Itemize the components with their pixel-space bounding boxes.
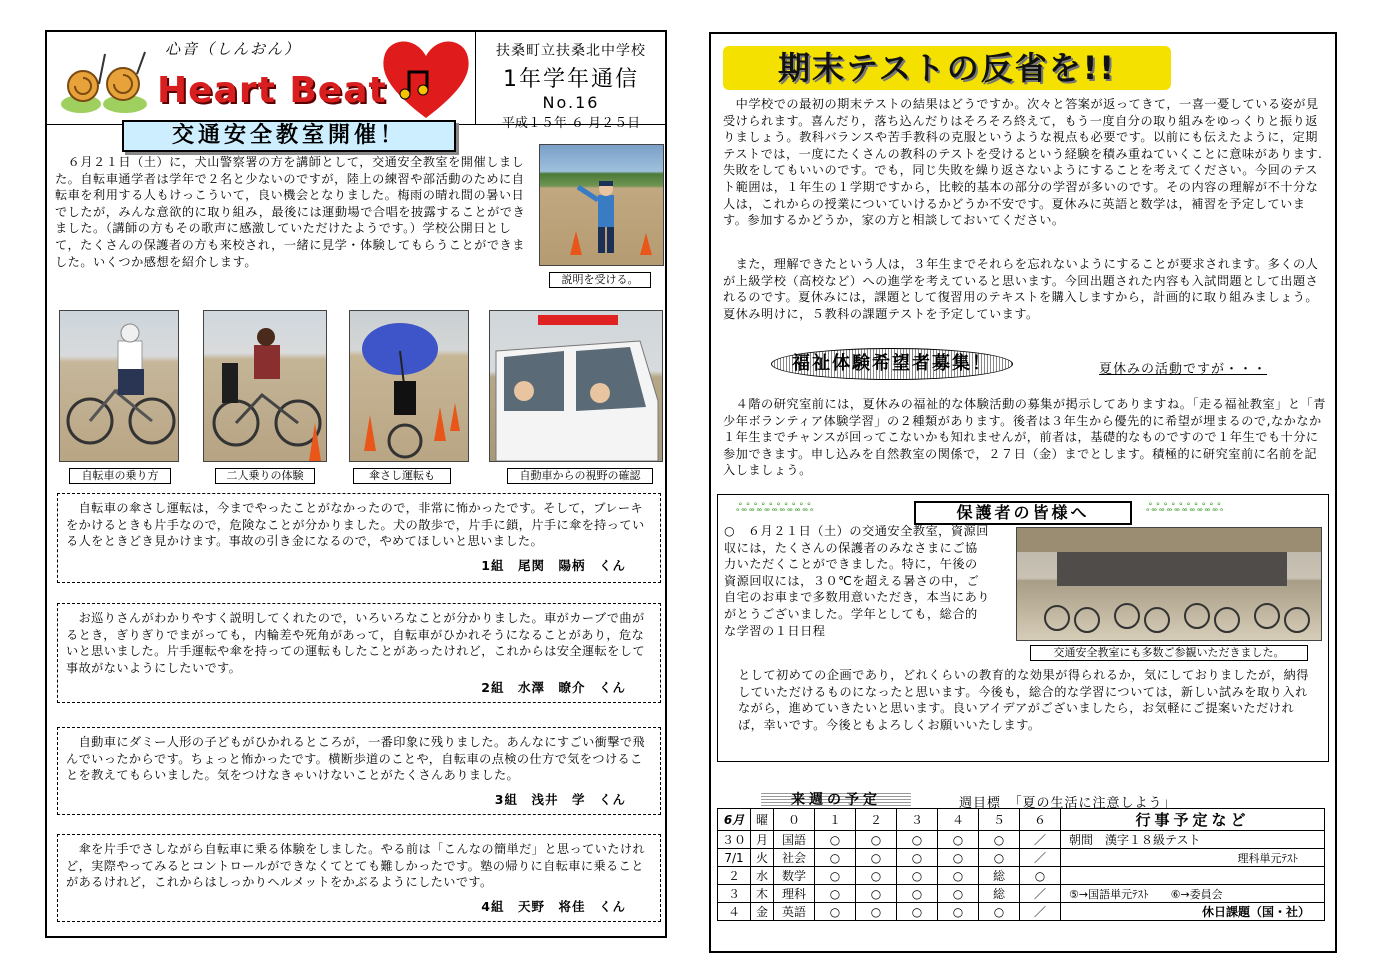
parents-text-narrow: ○ ６月２１日（土）の交通安全教室，資源回収には，たくさんの保護者のみなさまにご協力いただくことができました。特に，午後の資源回収には，３０℃を超える暑さの中，ご自宅のお車まで多数用意いただき，本当にありがとうございました。学年としても，総合的な学習の１日日程 (724, 524, 990, 638)
comment-box-1 (57, 493, 661, 583)
row-cell: ○ (856, 885, 897, 903)
row-cell: 理科 (774, 885, 815, 903)
exam-paragraph-2: また，理解できたという人は，３年生までそれらを忘れないようにすることが要求されます。多くの人が上級学校（高校など）への進学を考えていると思います。今回出題された内容も入試問題として出題されるのです。夏休みには，課題として復習用のテキストを購入しますから，計画的に取り組みましょう。夏休み明けに，５教科の課題テストを予定しています。 (723, 257, 1319, 321)
parents-box (717, 494, 1329, 762)
period-6: ６ (1020, 809, 1061, 831)
row-cell: ○ (897, 849, 938, 867)
heart-icon (379, 34, 473, 122)
left-page (45, 30, 667, 938)
headline-exam-reflection: 期末テストの反省を!! (723, 46, 1171, 90)
caption-top-photo: 説明を受ける。 (549, 272, 651, 288)
headline-traffic-safety: 交通安全教室開催！ (122, 120, 456, 152)
row-date: 7/1 (718, 849, 751, 867)
snail-icon (59, 44, 151, 116)
row-dow: 月 (751, 831, 774, 849)
row-cell: ○ (815, 849, 856, 867)
row-event: ⑤→国語単元ﾃｽﾄ ⑥→委員会 (1061, 885, 1325, 903)
row-event: 理科単元ﾃｽﾄ (1061, 849, 1325, 867)
row-cell: ○ (856, 849, 897, 867)
row-cell: ○ (938, 903, 979, 921)
row-event (1061, 867, 1325, 885)
row-date: ２ (718, 867, 751, 885)
period-4: ４ (938, 809, 979, 831)
row-event: 休日課題（国・社） (1061, 903, 1325, 921)
table-row (718, 867, 1325, 885)
schedule-header-row (718, 809, 1325, 831)
month-cell: 6月 (718, 809, 751, 831)
row-cell: ○ (856, 867, 897, 885)
caption-parents-photo: 交通安全教室にも多数ご参観いただきました。 (1030, 645, 1308, 661)
events-header: 行事予定など (1061, 809, 1325, 831)
weekly-goal: 週目標 「夏の生活に注意しよう」 (959, 796, 1177, 811)
period-3: ３ (897, 809, 938, 831)
parents-title: 保護者の皆様へ (914, 501, 1132, 525)
period-0: ０ (774, 809, 815, 831)
comment-box-4 (57, 834, 661, 922)
row-cell: ／ (1020, 849, 1061, 867)
parents-text-wide: として初めての企画であり，どれくらいの教育的な効果が得られるか，気にしておりましたが，納得していただけるものになったと思います。今後も，総合的な学習については，新しい試みを取り入れながら，進めていきたいと思います。良いアイデアがございましたら，お気軽にご提案いただければ，幸いです。今後ともよろしくお願いいたします。 (738, 668, 1309, 732)
summer-activity-link[interactable]: 夏休みの活動ですが・・・ (1099, 362, 1268, 377)
row-cell: ○ (938, 867, 979, 885)
row-cell: ○ (897, 885, 938, 903)
row-cell: ○ (979, 831, 1020, 849)
row-date: ３ (718, 885, 751, 903)
caption-bicycle-riding: 自転車の乗り方 (69, 468, 171, 484)
row-cell: 社会 (774, 849, 815, 867)
decor-left: ஃஃஃஃஃஃஃஃஃஃ (736, 501, 813, 514)
row-date: ４ (718, 903, 751, 921)
comment-box-3 (57, 727, 661, 815)
row-cell: ○ (979, 903, 1020, 921)
row-cell: ○ (1020, 867, 1061, 885)
row-cell: ○ (938, 885, 979, 903)
decor-right: ஃஃஃஃஃஃஃஃஃஃ (1146, 501, 1223, 514)
row-cell: ○ (815, 903, 856, 921)
comment-box-2 (57, 603, 661, 703)
period-2: ２ (856, 809, 897, 831)
school-name: 扶桑町立扶桑北中学校 (496, 43, 646, 59)
issue-date: 平成１５年 ６ 月２５日 (501, 116, 641, 131)
welfare-banner: 福祉体験希望者募集！ (771, 348, 1013, 380)
welfare-paragraph: ４階の研究室前には，夏休みの福祉的な体験活動の募集が掲示してありますね。「走る福祉教室」と「青少年ボランティア体験学習」の２種類があります。後者は３年生から優先的に希望が埋まるので,なかなか１年生までチャンスが回ってこないかも知れませんが，前者は，基礎的なものですので１年生でも十分に参加できます。申し込みを自然教室の関係で，２７日（金）までとします。積極的に研究室前に名前を記入しましょう。 (723, 397, 1326, 478)
caption-car-view: 自動車からの視野の確認 (507, 468, 653, 484)
masthead-info (475, 32, 666, 131)
row-cell: ○ (979, 849, 1020, 867)
row-dow: 火 (751, 849, 774, 867)
row-cell: ○ (897, 831, 938, 849)
row-cell: 総 (979, 885, 1020, 903)
comment-sign-1: 1組 尾関 陽柄 くん (481, 558, 626, 573)
exam-paragraph-1: 中学校での最初の期末テストの結果はどうですか。次々と答案が返ってきて，一喜一憂している姿が見受けられます。喜んだり，落ち込んだりはそろそろ終えて，もう一度自分の取り組みをゆっくりと振り返りましょう。教科バランスや苦手教科の克服というような視点も必要です。以前にも伝えたように，定期テストでは，一度にたくさんの教科のテストを受けるという経験を積み重ねていくことに意味があります.失敗をしてもいいのです。でも，同じ失敗を繰り返さないようにすることを考えてください。今回のテスト範囲は，１年生の１学期ですから，比較的基本の部分の学習が多いのです。その内容の理解が不十分な人は，これからの授業についていけるかどうか不安です。夏休みに英語と数学は，補習を予定しています。参加するかどうか，家の方と相談しておいてください。 (723, 97, 1323, 228)
row-cell: ○ (897, 867, 938, 885)
table-row (718, 831, 1325, 849)
row-dow: 金 (751, 903, 774, 921)
row-cell: ○ (938, 831, 979, 849)
row-date: ３０ (718, 831, 751, 849)
photo-police-instruction (539, 144, 664, 266)
caption-tandem-riding: 二人乗りの体験 (215, 468, 315, 484)
dow-header: 曜 (751, 809, 774, 831)
row-cell: ○ (815, 831, 856, 849)
row-cell: ／ (1020, 885, 1061, 903)
newsletter-title: 1年学年通信 (503, 67, 639, 92)
comment-text-4: 傘を片手でさしながら自転車に乗る体験をしました。やる前は「こんなの簡単だ」と思っていたけれど，実際やってみるとコントロールができなくてとても難しかったです。塾の帰りに自転車に乗ることがあるけれど，これからはしっかりヘルメットをかぶるようにしたいです。 (66, 842, 646, 890)
row-cell: ○ (815, 885, 856, 903)
intro-text: ６月２１日（土）に，犬山警察署の方を講師として，交通安全教室を開催しました。自転車通学者は学年で２名と少ないのですが，陸上の練習や部活動のために自転車を利用する人もけっこういて，良い機会となりました。梅雨の晴れ間の暑い日でしたが，みんな意欲的に取り組み，最後には運動場で合唱を披露することができました。（講師の方もその歌声に感激していただけたようです。）学校公開日として，たくさんの保護者の方も来校され，一緒に見学・体験してもらうことができました。いくつか感想を紹介します。 (55, 155, 526, 269)
photo-parents-bicycles (1016, 527, 1322, 641)
masthead-logo (55, 36, 475, 122)
row-cell: ○ (856, 903, 897, 921)
row-cell: ○ (897, 903, 938, 921)
issue-number: No.16 (542, 93, 600, 112)
row-cell: ／ (1020, 903, 1061, 921)
row-cell: ○ (856, 831, 897, 849)
heart-beat-logo: Heart Beat (157, 70, 387, 111)
masthead-subtitle: 心音（しんおん） (165, 40, 302, 58)
row-cell: 国語 (774, 831, 815, 849)
photo-tandem-riding (203, 310, 327, 462)
schedule-title: 来週の予定 (761, 792, 911, 808)
table-row (718, 849, 1325, 867)
row-cell: 数学 (774, 867, 815, 885)
row-cell: 総 (979, 867, 1020, 885)
row-dow: 木 (751, 885, 774, 903)
schedule-table (717, 808, 1325, 921)
period-5: ５ (979, 809, 1020, 831)
row-cell: ○ (815, 867, 856, 885)
comment-sign-2: 2組 水澤 暸介 くん (481, 680, 626, 695)
comment-text-1: 自転車の傘さし運転は，今までやったことがなかったので，非常に怖かったです。そして，ブレーキをかけるときも片手なので，危険なことが分かりました。犬の散歩で，片手に鎖，片手に傘を持っている人をときどき見かけます。事故の引き金になるので，やめてほしいと思いました。 (66, 501, 645, 549)
comment-text-2: お巡りさんがわかりやすく説明してくれたので，いろいろなことが分かりました。車がカーブで曲がるとき，ぎりぎりでまがっても，内輪差や死角があって，自転車がひかれそうになることがあり，危ないと思いました。片手運転や傘を持っての運転もしたことがあったけれど，これからは安全運転をして事故がないようにしたいです。 (66, 611, 645, 675)
row-cell: ○ (938, 849, 979, 867)
row-cell: ／ (1020, 831, 1061, 849)
photo-car-view (489, 310, 663, 462)
comment-text-3: 自動車にダミー人形の子どもがひかれるところが，一番印象に残りました。あんなにすごい衝撃で飛んでいったからです。ちょっと怖かったです。横断歩道のことや，自転車の点検の仕方で気をつけることを教えてもらいました。気をつけなきゃいけないことがたくさんありました。 (66, 735, 646, 783)
row-cell: 英語 (774, 903, 815, 921)
table-row (718, 885, 1325, 903)
photo-bicycle-riding (59, 310, 179, 462)
right-page (709, 32, 1337, 953)
photo-umbrella-riding (349, 310, 469, 462)
caption-umbrella-riding: 傘さし運転も (353, 468, 451, 484)
table-row (718, 903, 1325, 921)
row-dow: 水 (751, 867, 774, 885)
comment-sign-3: 3組 浅井 学 くん (494, 792, 626, 807)
row-event: 朝間 漢字１８級テスト (1061, 831, 1325, 849)
period-1: １ (815, 809, 856, 831)
comment-sign-4: 4組 天野 将佳 くん (481, 899, 626, 914)
